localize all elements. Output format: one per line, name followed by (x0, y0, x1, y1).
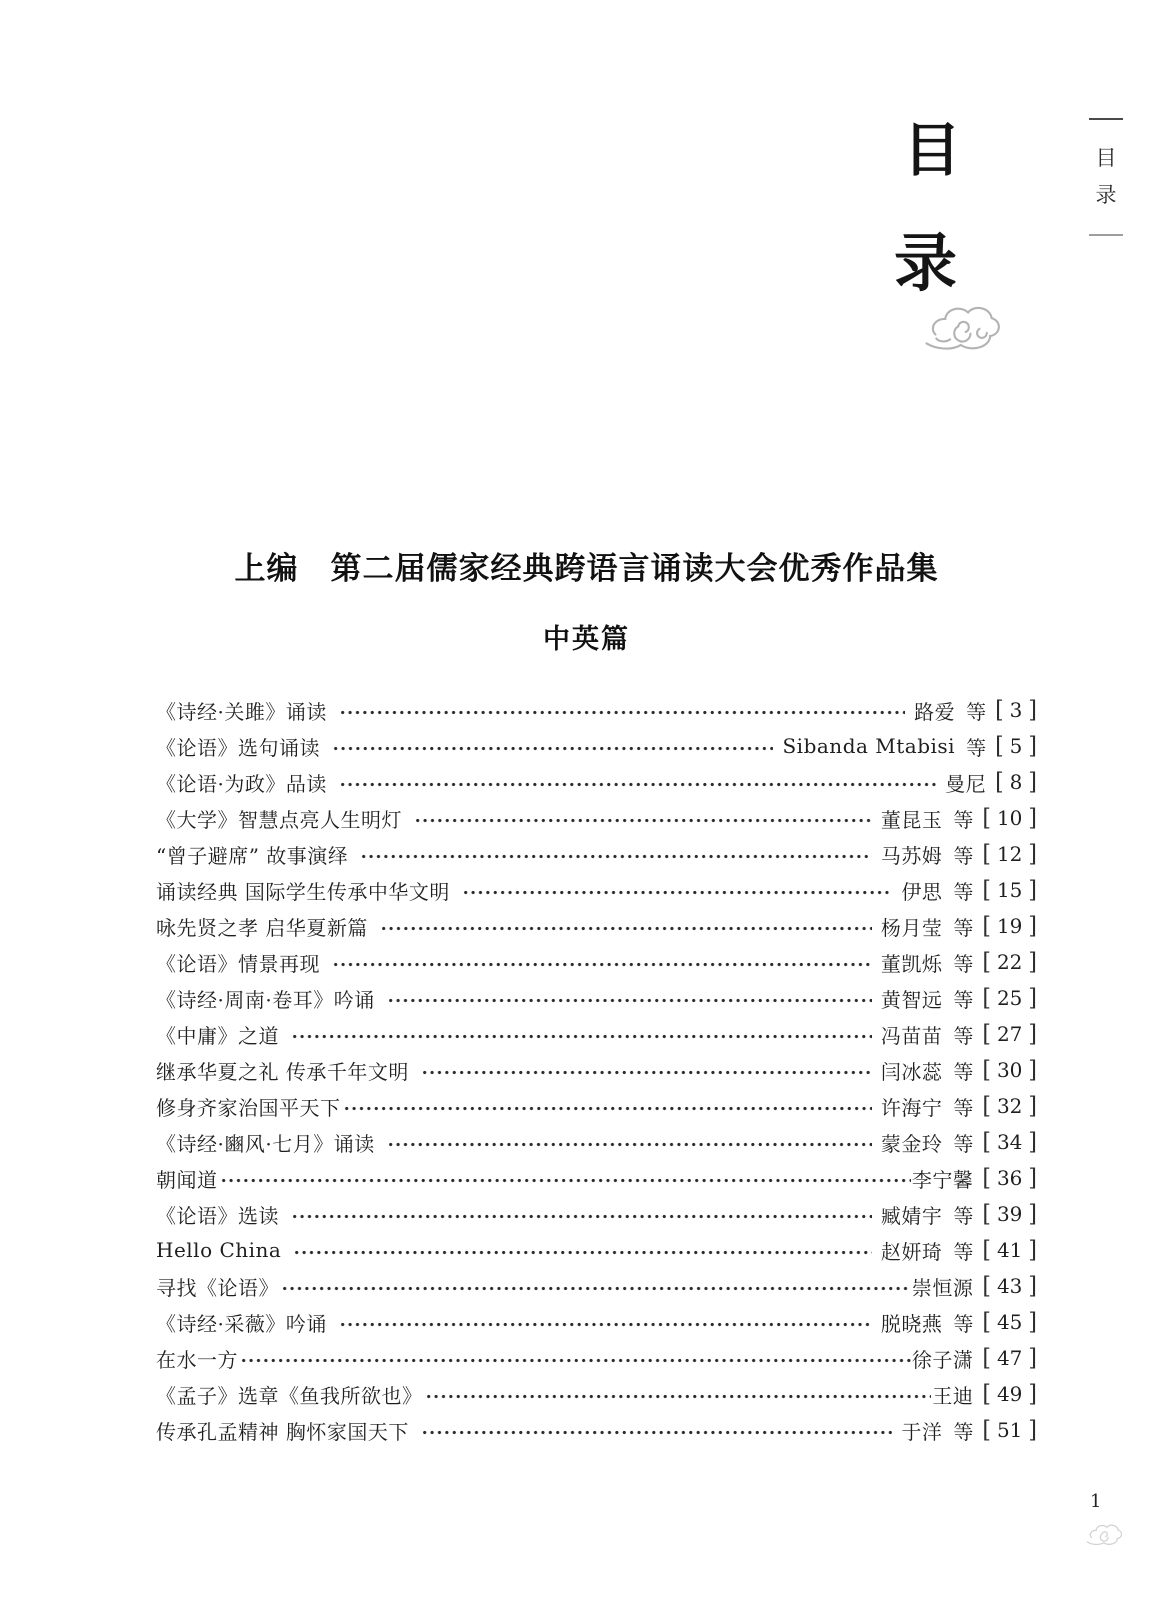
corner-title-char-2: 录 (1095, 183, 1117, 207)
toc-entry-author: 蒙金玲 (880, 1131, 943, 1156)
toc-entry-page-ref (982, 1130, 1037, 1155)
bracket-close: ] (1028, 912, 1037, 940)
toc-entry-author: 崇恒源 (911, 1275, 974, 1300)
bracket-close: ] (1028, 876, 1037, 904)
bracket-close: ] (1028, 1308, 1037, 1336)
toc-etal-label: 等 (966, 735, 987, 760)
toc-etal-label: 等 (953, 1095, 974, 1120)
toc-entry-title: 《诗经·采薇》吟诵 (156, 1311, 327, 1336)
toc-entry (156, 1016, 1037, 1052)
toc-entry-page-ref (982, 1094, 1037, 1119)
cloud-ornament-icon (922, 297, 1006, 354)
toc-entry-page-ref (982, 1202, 1037, 1227)
toc-entry-page-number: 49 (996, 1382, 1023, 1406)
corner-title (1096, 148, 1117, 206)
dotted-leader (387, 1124, 872, 1160)
toc-entry (156, 1196, 1037, 1232)
bracket-close: ] (1028, 804, 1037, 832)
dotted-leader (339, 1304, 872, 1340)
toc-entry-author: 王迪 (932, 1383, 974, 1408)
toc-entry-title: 《论语》情景再现 (156, 951, 320, 976)
toc-entry (156, 908, 1037, 944)
bracket-open: [ (982, 984, 991, 1012)
corner-title-char-1: 目 (1095, 146, 1117, 170)
toc-entry-author: 徐子潇 (911, 1347, 974, 1372)
toc-entry-page-ref (995, 734, 1037, 759)
toc-entry-author: 曼尼 (945, 771, 987, 796)
toc-entry-page-ref (982, 950, 1037, 975)
bracket-close: ] (1028, 1164, 1037, 1192)
bracket-open: [ (982, 1236, 991, 1264)
toc-entry (156, 1304, 1037, 1340)
toc-entry-title: 《中庸》之道 (156, 1023, 279, 1048)
toc-entry-page-number: 27 (996, 1022, 1023, 1046)
bracket-open: [ (982, 1308, 991, 1336)
toc-entry (156, 872, 1037, 908)
toc-entry-page-number: 12 (996, 842, 1023, 866)
toc-entry-page-ref (982, 1382, 1037, 1407)
toc-entry-author: 许海宁 (880, 1095, 943, 1120)
toc-entry (156, 1268, 1037, 1304)
dotted-leader (281, 1268, 911, 1304)
bracket-open: [ (982, 1416, 991, 1444)
bracket-open: [ (982, 912, 991, 940)
toc-entry-page-number: 41 (996, 1238, 1023, 1262)
toc-etal-label: 等 (953, 1419, 974, 1444)
toc-entry-author: 马苏姆 (880, 843, 943, 868)
bracket-open: [ (982, 948, 991, 976)
bracket-open: [ (982, 1272, 991, 1300)
display-title-char-2: 录 (894, 226, 957, 300)
toc-entry-author: 于洋 (901, 1419, 943, 1444)
toc-entry-title: Hello China (156, 1238, 282, 1262)
bracket-close: ] (1028, 696, 1037, 724)
dotted-leader (339, 692, 905, 728)
toc-entry (156, 728, 1037, 764)
bracket-close: ] (1028, 1200, 1037, 1228)
toc-entry-page-number: 45 (996, 1310, 1023, 1334)
dotted-leader (360, 836, 872, 872)
bracket-close: ] (1028, 1128, 1037, 1156)
bracket-open: [ (982, 1164, 991, 1192)
dotted-leader (332, 944, 872, 980)
toc-entry-title: “曾子避席” 故事演绎 (156, 843, 349, 868)
bracket-close: ] (1028, 1344, 1037, 1372)
bracket-close: ] (1028, 1056, 1037, 1084)
toc-entry-author: 李宁馨 (911, 1167, 974, 1192)
display-title-char-1: 目 (903, 116, 962, 184)
dotted-leader (421, 1412, 893, 1448)
toc-etal-label: 等 (953, 1131, 974, 1156)
corner-rule-top (1089, 118, 1123, 120)
toc-entry-author: 赵妍琦 (880, 1239, 943, 1264)
section-title: 上编 第二届儒家经典跨语言诵读大会优秀作品集 (234, 551, 939, 586)
bracket-open: [ (982, 1056, 991, 1084)
toc-entry-title: 《诗经·关雎》诵读 (156, 699, 327, 724)
toc-entry-page-number: 3 (1009, 698, 1023, 722)
toc-entry-page-number: 22 (996, 950, 1023, 974)
bracket-close: ] (1028, 984, 1037, 1012)
toc-etal-label: 等 (953, 915, 974, 940)
toc-entry-author: Sibanda Mtabisi (782, 734, 956, 758)
toc-entry-author: 杨月莹 (880, 915, 943, 940)
bracket-open: [ (982, 1020, 991, 1048)
toc-entry (156, 764, 1037, 800)
dotted-leader (387, 980, 872, 1016)
toc-entry-page-number: 36 (996, 1166, 1023, 1190)
toc-entry-page-number: 51 (996, 1418, 1023, 1442)
bracket-open: [ (982, 1344, 991, 1372)
bracket-close: ] (1028, 1272, 1037, 1300)
toc-entry (156, 1232, 1037, 1268)
toc-etal-label: 等 (953, 843, 974, 868)
toc-etal-label: 等 (953, 987, 974, 1012)
toc-entry-page-number: 47 (996, 1346, 1023, 1370)
toc-entry (156, 1088, 1037, 1124)
toc-entry-title: 《论语·为政》品读 (156, 771, 327, 796)
corner-rule-bottom (1089, 234, 1123, 236)
toc-entry-page-ref (982, 806, 1037, 831)
bracket-open: [ (982, 840, 991, 868)
toc-entry (156, 1412, 1037, 1448)
dotted-leader (332, 728, 773, 764)
subsection-title: 中英篇 (543, 624, 630, 654)
toc-entry-page-ref (982, 1418, 1037, 1443)
toc-entry (156, 980, 1037, 1016)
dotted-leader (240, 1340, 911, 1376)
toc-entry-author: 冯苗苗 (880, 1023, 943, 1048)
toc-entry (156, 1052, 1037, 1088)
toc-etal-label: 等 (953, 1311, 974, 1336)
bracket-close: ] (1028, 1020, 1037, 1048)
toc-entry-page-ref (982, 1022, 1037, 1047)
bracket-close: ] (1028, 1092, 1037, 1120)
toc-etal-label: 等 (953, 807, 974, 832)
toc-entry-title: 《孟子》选章《鱼我所欲也》 (156, 1383, 423, 1408)
bracket-close: ] (1028, 1416, 1037, 1444)
toc-entry-page-ref (982, 1274, 1037, 1299)
toc-etal-label: 等 (966, 699, 987, 724)
toc-entry-title: 继承华夏之礼 传承千年文明 (156, 1059, 409, 1084)
toc-entry-page-number: 5 (1009, 734, 1023, 758)
toc-entry-page-ref (982, 1346, 1037, 1371)
toc-entry-page-number: 10 (996, 806, 1023, 830)
bracket-close: ] (1028, 768, 1037, 796)
bracket-open: [ (995, 768, 1004, 796)
toc-entry-page-number: 39 (996, 1202, 1023, 1226)
toc-entry-title: 在水一方 (156, 1347, 238, 1372)
toc-entry (156, 836, 1037, 872)
bracket-close: ] (1028, 948, 1037, 976)
bracket-open: [ (995, 696, 1004, 724)
toc-entry-page-number: 19 (996, 914, 1023, 938)
dotted-leader (291, 1016, 872, 1052)
toc-entry-page-ref (982, 878, 1037, 903)
dotted-leader (339, 764, 936, 800)
toc-entry-title: 咏先贤之孝 启华夏新篇 (156, 915, 368, 940)
toc-entry-page-number: 34 (996, 1130, 1023, 1154)
dotted-leader (220, 1160, 911, 1196)
toc-entry-page-number: 32 (996, 1094, 1023, 1118)
toc-entry-page-ref (982, 842, 1037, 867)
toc-list (156, 692, 1037, 1448)
page-number: 1 (1090, 1491, 1102, 1512)
toc-entry-author: 董昆玉 (880, 807, 943, 832)
dotted-leader (462, 872, 893, 908)
toc-etal-label: 等 (953, 1059, 974, 1084)
bracket-open: [ (982, 1380, 991, 1408)
dotted-leader (380, 908, 872, 944)
dotted-leader (291, 1196, 872, 1232)
bracket-close: ] (1028, 1380, 1037, 1408)
bracket-open: [ (982, 1200, 991, 1228)
toc-entry (156, 944, 1037, 980)
toc-entry (156, 692, 1037, 728)
toc-entry-author: 脱晓燕 (880, 1311, 943, 1336)
toc-entry-author: 黄智远 (880, 987, 943, 1012)
toc-entry-title: 诵读经典 国际学生传承中华文明 (156, 879, 450, 904)
toc-entry-title: 寻找《论语》 (156, 1275, 279, 1300)
dotted-leader (421, 1052, 872, 1088)
bracket-open: [ (982, 804, 991, 832)
toc-entry (156, 1160, 1037, 1196)
toc-entry-title: 传承孔孟精神 胸怀家国天下 (156, 1419, 409, 1444)
toc-entry-title: 《论语》选读 (156, 1203, 279, 1228)
toc-entry (156, 1124, 1037, 1160)
toc-entry-page-ref (982, 1166, 1037, 1191)
bracket-open: [ (982, 876, 991, 904)
dotted-leader (343, 1088, 872, 1124)
cloud-ornament-small-icon (1084, 1520, 1126, 1547)
toc-entry-page-ref (982, 1058, 1037, 1083)
toc-entry (156, 1340, 1037, 1376)
toc-entry-page-ref (982, 1310, 1037, 1335)
toc-entry-author: 闫冰蕊 (880, 1059, 943, 1084)
bracket-close: ] (1028, 1236, 1037, 1264)
toc-etal-label: 等 (953, 879, 974, 904)
bracket-open: [ (982, 1092, 991, 1120)
bracket-open: [ (995, 732, 1004, 760)
toc-entry-title: 《大学》智慧点亮人生明灯 (156, 807, 402, 832)
toc-etal-label: 等 (953, 1023, 974, 1048)
toc-entry-page-number: 43 (996, 1274, 1023, 1298)
toc-entry (156, 1376, 1037, 1412)
toc-entry-title: 修身齐家治国平天下 (156, 1095, 341, 1120)
dotted-leader (425, 1376, 932, 1412)
toc-etal-label: 等 (953, 951, 974, 976)
toc-entry-author: 路爱 (914, 699, 956, 724)
toc-entry-page-ref (982, 1238, 1037, 1263)
toc-entry-page-ref (982, 986, 1037, 1011)
toc-entry-title: 朝闻道 (156, 1167, 218, 1192)
toc-entry-title: 《诗经·周南·卷耳》吟诵 (156, 987, 375, 1012)
toc-etal-label: 等 (953, 1239, 974, 1264)
corner-marker (1089, 118, 1123, 236)
toc-entry-page-ref (982, 914, 1037, 939)
toc-entry-title: 《诗经·豳风·七月》诵读 (156, 1131, 375, 1156)
toc-entry-page-number: 8 (1009, 770, 1023, 794)
bracket-close: ] (1028, 732, 1037, 760)
toc-etal-label: 等 (953, 1203, 974, 1228)
toc-entry-title: 《论语》选句诵读 (156, 735, 320, 760)
toc-entry-page-ref (995, 698, 1037, 723)
toc-entry-page-number: 25 (996, 986, 1023, 1010)
toc-entry-page-number: 30 (996, 1058, 1023, 1082)
toc-entry-author: 臧婧宇 (880, 1203, 943, 1228)
bracket-open: [ (982, 1128, 991, 1156)
dotted-leader (414, 800, 872, 836)
toc-entry-author: 董凯烁 (880, 951, 943, 976)
toc-entry (156, 800, 1037, 836)
toc-entry-page-ref (995, 770, 1037, 795)
toc-entry-page-number: 15 (996, 878, 1023, 902)
dotted-leader (293, 1232, 872, 1268)
bracket-close: ] (1028, 840, 1037, 868)
toc-entry-author: 伊思 (901, 879, 943, 904)
